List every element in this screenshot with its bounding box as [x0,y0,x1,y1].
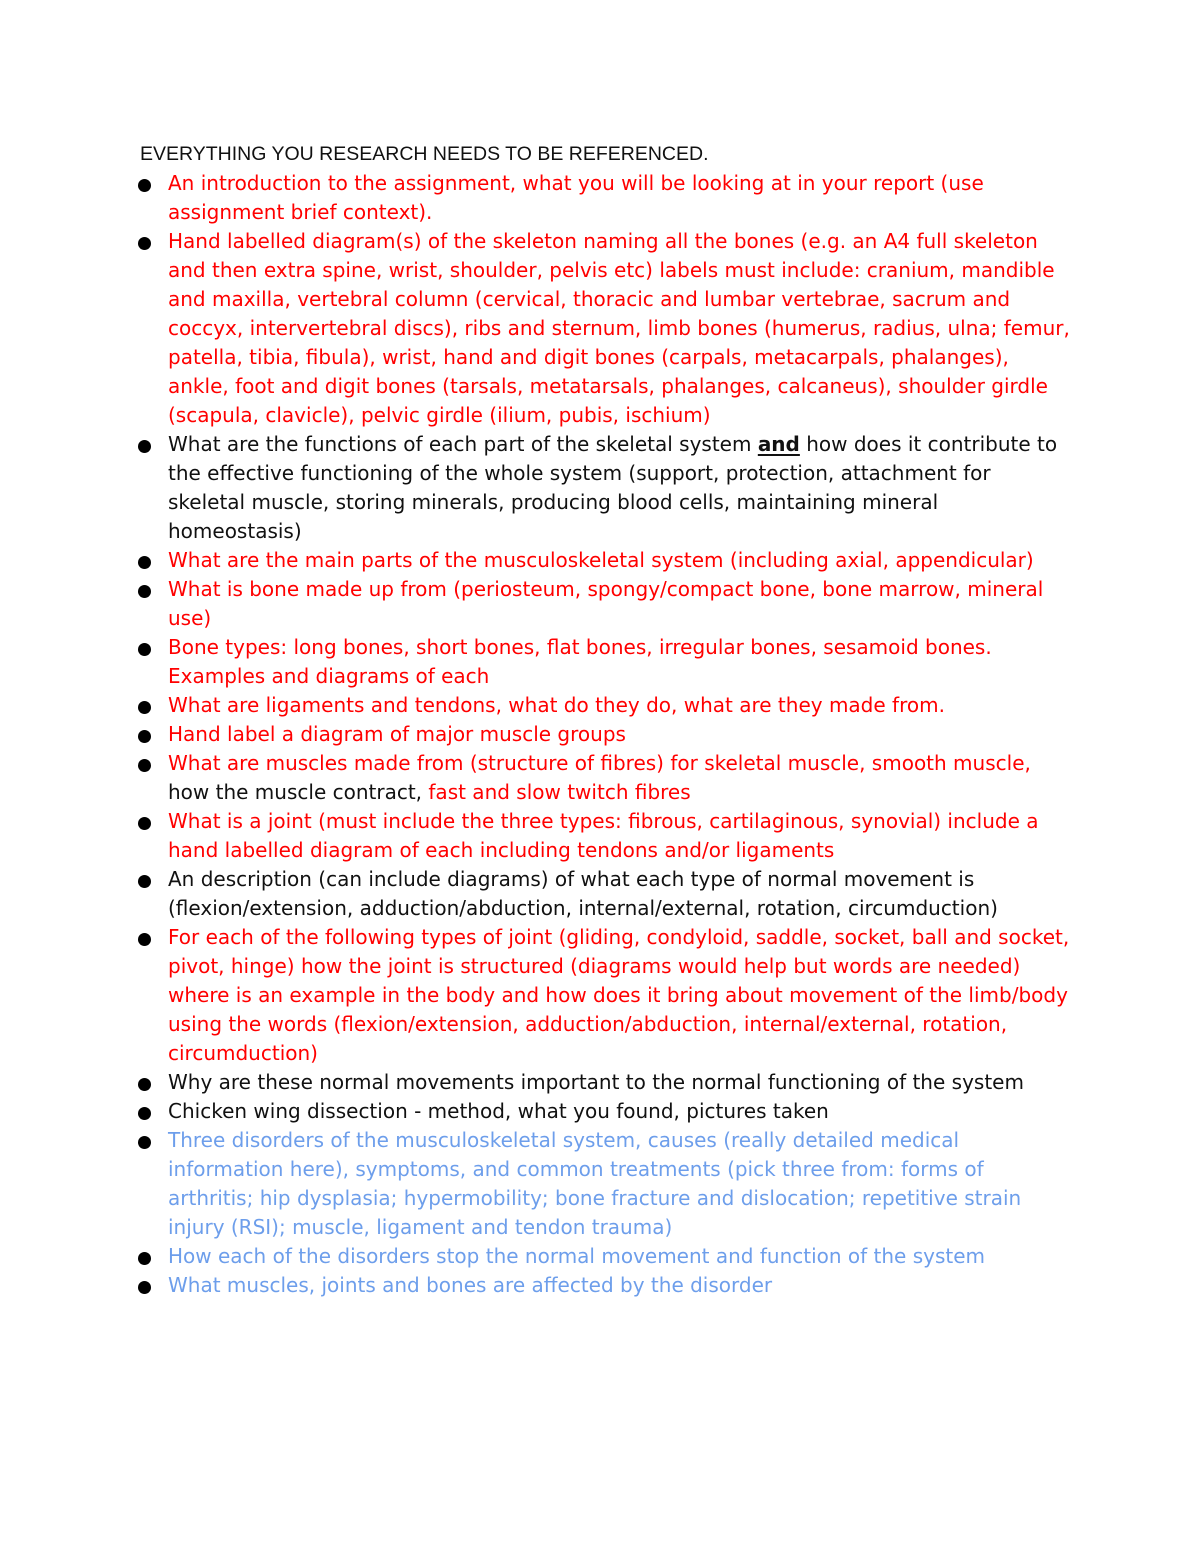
bullet-icon [138,1078,151,1091]
bullet-icon [138,1136,151,1149]
item-text: For each of the following types of joint (gliding, condyloid, saddle, socket, ball and socket, pivot, hinge) how the joint is structured (diagrams would help but words are needed) where is an example in the body and how does it bring about movement of the limb/body using the words (flexion/extension, adduction/abduction, internal/external, rotation, circumduction) [168,925,1070,1065]
item-text: An introduction to the assignment, what you will be looking at in your report (use assignment brief context). [168,171,984,224]
list-item [130,1097,1070,1126]
item-text: What are muscles made from (structure of fibres) for skeletal muscle, smooth muscle, [168,751,1031,775]
bullet-icon [138,556,151,569]
item-text: What are ligaments and tendons, what do they do, what are they made from. [168,693,945,717]
bullet-icon [138,817,151,830]
item-text: What is a joint (must include the three types: fibrous, cartilaginous, synovial) include a hand labelled diagram of each including tendons and/or ligaments [168,809,1039,862]
bullet-icon [138,933,151,946]
list-item [130,430,1070,546]
bullet-icon [138,875,151,888]
list-item [130,633,1070,691]
list-item [130,546,1070,575]
list-item [130,575,1070,633]
item-text: What are the main parts of the musculoskeletal system (including axial, appendicular) [168,548,1034,572]
bullet-icon [138,701,151,714]
list-item [130,1068,1070,1097]
bullet-icon [138,1107,151,1120]
item-text: how the muscle contract, [168,780,429,804]
item-text: What muscles, joints and bones are affected by the disorder [168,1273,773,1297]
item-text: How each of the disorders stop the normal movement and function of the system [168,1244,986,1268]
list-item [130,923,1070,1068]
bullet-icon [138,1281,151,1294]
bullet-icon [138,730,151,743]
item-text: Hand label a diagram of major muscle groups [168,722,626,746]
item-text: What is bone made up from (periosteum, spongy/compact bone, bone marrow, mineral use) [168,577,1044,630]
document-heading: EVERYTHING YOU RESEARCH NEEDS TO BE REFERENCED. [140,143,709,165]
list-item [130,865,1070,923]
list-item [130,169,1070,227]
bullet-icon [138,1252,151,1265]
bullet-icon [138,759,151,772]
bullet-icon [138,643,151,656]
list-item [130,1242,1070,1271]
list-item [130,1271,1070,1300]
list-item [130,1126,1070,1242]
item-text: Three disorders of the musculoskeletal system, causes (really detailed medical information here), symptoms, and common treatments (pick three from: forms of arthritis; hip dysplasia; hypermobility; bone fracture and dislocation; repetitive strain injury (RSI); muscle, ligament and tendon trauma) [168,1128,1022,1239]
item-text: Hand labelled diagram(s) of the skeleton naming all the bones (e.g. an A4 full skeleton and then extra spine, wrist, shoulder, pelvis etc) labels must include: cranium, mandible and maxilla, vertebral column (cervical, thoracic and lumbar vertebrae, sacrum and coccyx, intervertebral discs), ribs and sternum, limb bones (humerus, radius, ulna; femur, patella, tibia, fibula), wrist, hand and digit bones (carpals, metacarpals, phalanges), ankle, foot and digit bones (tarsals, metatarsals, phalanges, calcaneus), shoulder girdle (scapula, clavicle), pelvic girdle (ilium, pubis, ischium) [168,229,1070,427]
list-item [130,227,1070,430]
bullet-icon [138,440,151,453]
item-text: how does it contribute to the effective functioning of the whole system (support, protection, attachment for skeletal muscle, storing minerals, producing blood cells, maintaining mineral homeostasis) [168,432,1058,543]
item-text: Chicken wing dissection - method, what you found, pictures taken [168,1099,829,1123]
list-item [130,749,1070,807]
bullet-icon [138,237,151,250]
item-text: Why are these normal movements important to the normal functioning of the system [168,1070,1024,1094]
item-text: fast and slow twitch fibres [428,780,691,804]
bullet-icon [138,585,151,598]
item-text: An description (can include diagrams) of what each type of normal movement is (flexion/extension, adduction/abduction, internal/external, rotation, circumduction) [168,867,998,920]
bullet-icon [138,179,151,192]
list-item [130,807,1070,865]
item-text: What are the functions of each part of the skeletal system [168,432,758,456]
list-item [130,720,1070,749]
list-item [130,691,1070,720]
item-text: Bone types: long bones, short bones, flat bones, irregular bones, sesamoid bones. Examples and diagrams of each [168,635,992,688]
requirements-list [130,169,1070,1300]
emphasis-text: and [757,432,800,456]
